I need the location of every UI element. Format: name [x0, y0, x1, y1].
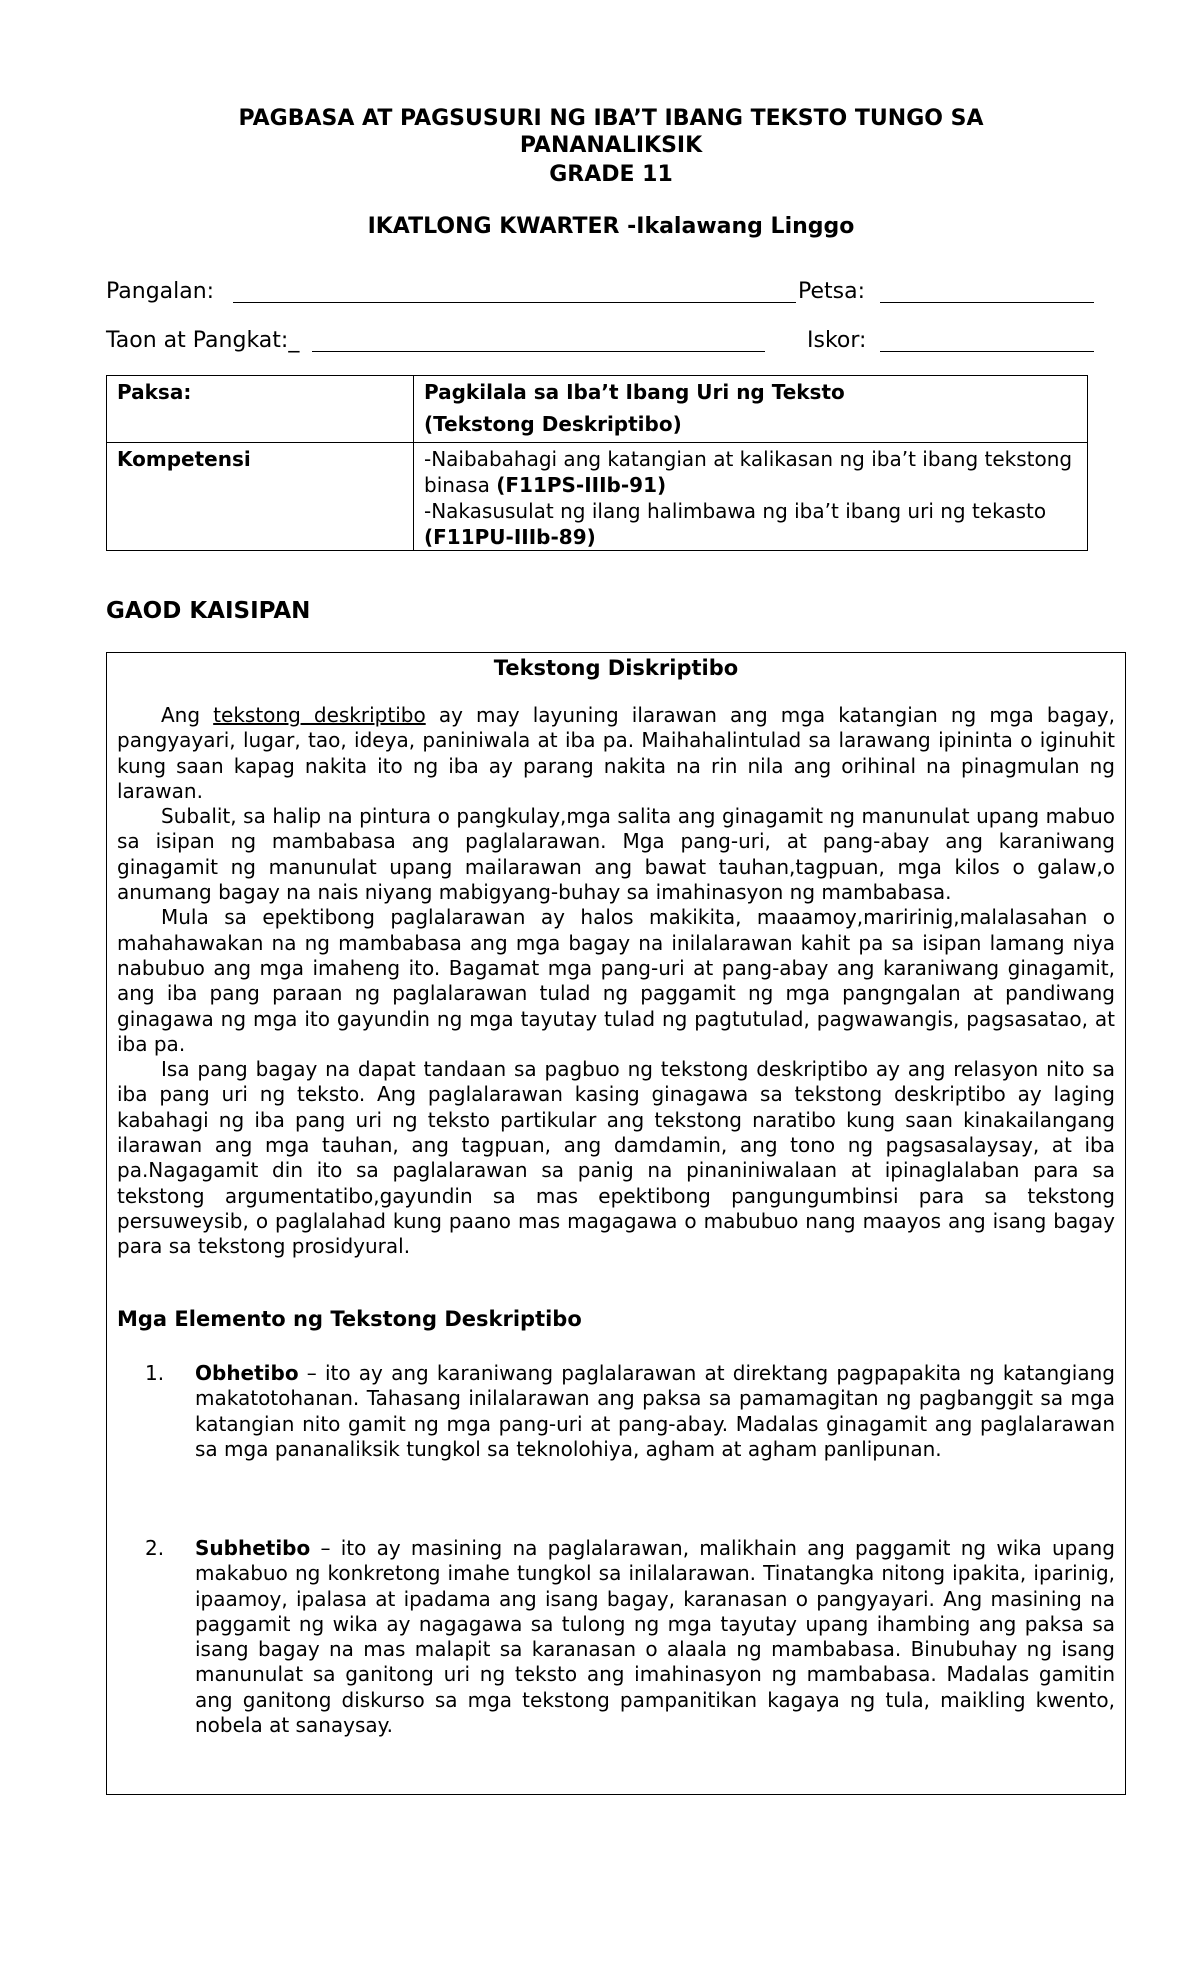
score-label: Iskor: [807, 328, 867, 353]
section-label: Taon at Pangkat:_ [106, 328, 300, 353]
list-item-text: – ito ay ang karaniwang paglalarawan at direktang pagpapakita ng katangiang makatotohanan. Tahasang inilalarawan ang paksa sa pamamagitan ng pagbanggit sa mga katangian nito gamit ng mga pang-uri at pang-abay. Madalas ginagamit ang paglalarawan sa mga pananaliksik tungkol sa teknolohiya, agham at agham panlipunan. [195, 1361, 1115, 1461]
competency-2-text: -Nakasusulat ng ilang halimbawa ng iba’t ibang uri ng tekasto [424, 499, 1047, 523]
competency-2 [424, 498, 1077, 550]
document-title-line1: PAGBASA AT PAGSUSURI NG IBA’T IBANG TEKSTO TUNGO SA [238, 106, 984, 131]
section-heading: GAOD KAISIPAN [106, 598, 311, 624]
list-item-number: 1. [145, 1361, 165, 1385]
list-item-body [195, 1361, 1115, 1462]
paragraph-4: Isa pang bagay na dapat tandaan sa pagbuo ng tekstong deskriptibo ay ang relasyon nito sa iba pang uri ng teksto. Ang paglalarawan kasing ginagawa sa tekstong deskriptibo ay laging kabahagi ng iba pang uri ng teksto partikular ang tekstong naratibo kung saan kinakailangang ilarawan ang mga tauhan, ang tagpuan, ang damdamin, ang tono ng pagsasalaysay, at iba pa.Nagagamit din ito sa paglalarawan sa panig na pinaniniwalaan at ipinaglalaban para sa tekstong argumentatibo,gayundin sa mas epektibong pangungumbinsi para sa tekstong persuweysib, o paglalahad kung paano mas magagawa o mabubuo nang maayos ang isang bagay para sa tekstong prosidyural. [117, 1057, 1115, 1259]
topic-value-line1: Pagkilala sa Iba’t Ibang Uri ng Teksto [424, 380, 845, 404]
box-title: Tekstong Diskriptibo [493, 656, 739, 680]
competency-2-code: (F11PU-IIIb-89) [424, 525, 596, 549]
competency-1-code: (F11PS-IIIb-91) [496, 473, 667, 497]
competency-value [414, 443, 1088, 551]
grade-label: GRADE 11 [549, 162, 673, 187]
list-item [145, 1536, 1115, 1738]
paragraph-3: Mula sa epektibong paglalarawan ay halos makikita, maaamoy,maririnig,malalasahan o mahahawakan na ng mambabasa ang mga bagay na inilalarawan kahit pa sa isipan lamang niya nabubuo ang mga imaheng ito. Bagamat mga pang-uri at pang-abay ang karaniwang ginagamit, ang iba pang paraan ng paglalarawan tulad ng paggamit ng mga pangngalan at pandiwang ginagawa ng mga ito gayundin ng mga tayutay tulad ng pagtutulad, pagwawangis, pagsasatao, at iba pa. [117, 905, 1115, 1056]
competency-row [107, 443, 1088, 551]
paragraph-1-rest: ay may layuning ilarawan ang mga katangian ng mga bagay, pangyayari, lugar, tao, ideya, paniniwala at iba pa. Maihahalintulad sa larawang ipininta o iginuhit kung saan kapag nakita ito ng iba ay parang nakita na rin nila ang orihinal na pinagmulan ng larawan. [117, 703, 1115, 803]
paragraph-1-lead: Ang [161, 703, 214, 727]
list-item-term: Subhetibo [195, 1536, 311, 1560]
paragraph-2: Subalit, sa halip na pintura o pangkulay,mga salita ang ginagamit ng manunulat upang mabuo sa isipan ng mambabasa ang paglalarawan. Mga pang-uri, at pang-abay ang karaniwang ginagamit ng manunulat upang mailarawan ang bawat tauhan,tagpuan, mga kilos o galaw,o anumang bagay na nais niyang mabigyang-buhay sa imahinasyon ng mambabasa. [117, 804, 1115, 905]
list-item-number: 2. [145, 1536, 165, 1560]
competency-1-text: -Naibabahagi ang katangian at kalikasan ng iba’t ibang tekstong binasa [424, 447, 1073, 497]
quarter-heading: IKATLONG KWARTER -Ikalawang Linggo [367, 214, 855, 239]
competency-1 [424, 446, 1077, 498]
name-label: Pangalan: [106, 279, 215, 304]
body-paragraphs [117, 703, 1115, 1260]
document-title-line2: PANANALIKSIK [519, 133, 703, 158]
topic-row [107, 376, 1088, 443]
content-box [106, 652, 1126, 1795]
list-item-term: Obhetibo [195, 1361, 299, 1385]
score-line[interactable] [880, 351, 1094, 352]
list-item-body [195, 1536, 1115, 1738]
topic-competency-table [106, 375, 1088, 551]
topic-value-line2: (Tekstong Deskriptibo) [424, 412, 682, 436]
date-label: Petsa: [798, 279, 865, 304]
paragraph-1 [117, 703, 1115, 804]
section-line[interactable] [312, 351, 765, 352]
name-line[interactable] [233, 302, 796, 303]
topic-value [414, 376, 1088, 443]
paragraph-1-term: tekstong deskriptibo [213, 703, 426, 727]
date-line[interactable] [880, 302, 1094, 303]
competency-label: Kompetensi [107, 443, 414, 551]
list-item [145, 1361, 1115, 1462]
elements-heading: Mga Elemento ng Tekstong Deskriptibo [117, 1307, 582, 1331]
list-item-text: – ito ay masining na paglalarawan, malikhain ang paggamit ng wika upang makabuo ng konkretong imahe tungkol sa inilalarawan. Tinatangka nitong ipakita, iparinig, ipaamoy, ipalasa at ipadama ang isang bagay, karanasan o pangyayari. Ang masining na paggamit ng wika ay nagagawa sa tulong ng mga tayutay upang ihambing ang paksa sa isang bagay na mas malapit sa karanasan o alaala ng mambabasa. Binubuhay ng isang manunulat sa ganitong uri ng teksto ang imahinasyon ng mambabasa. Madalas gamitin ang ganitong diskurso sa mga tekstong pampanitikan kagaya ng tula, maikling kwento, nobela at sanaysay. [195, 1536, 1115, 1738]
topic-label: Paksa: [107, 376, 414, 443]
